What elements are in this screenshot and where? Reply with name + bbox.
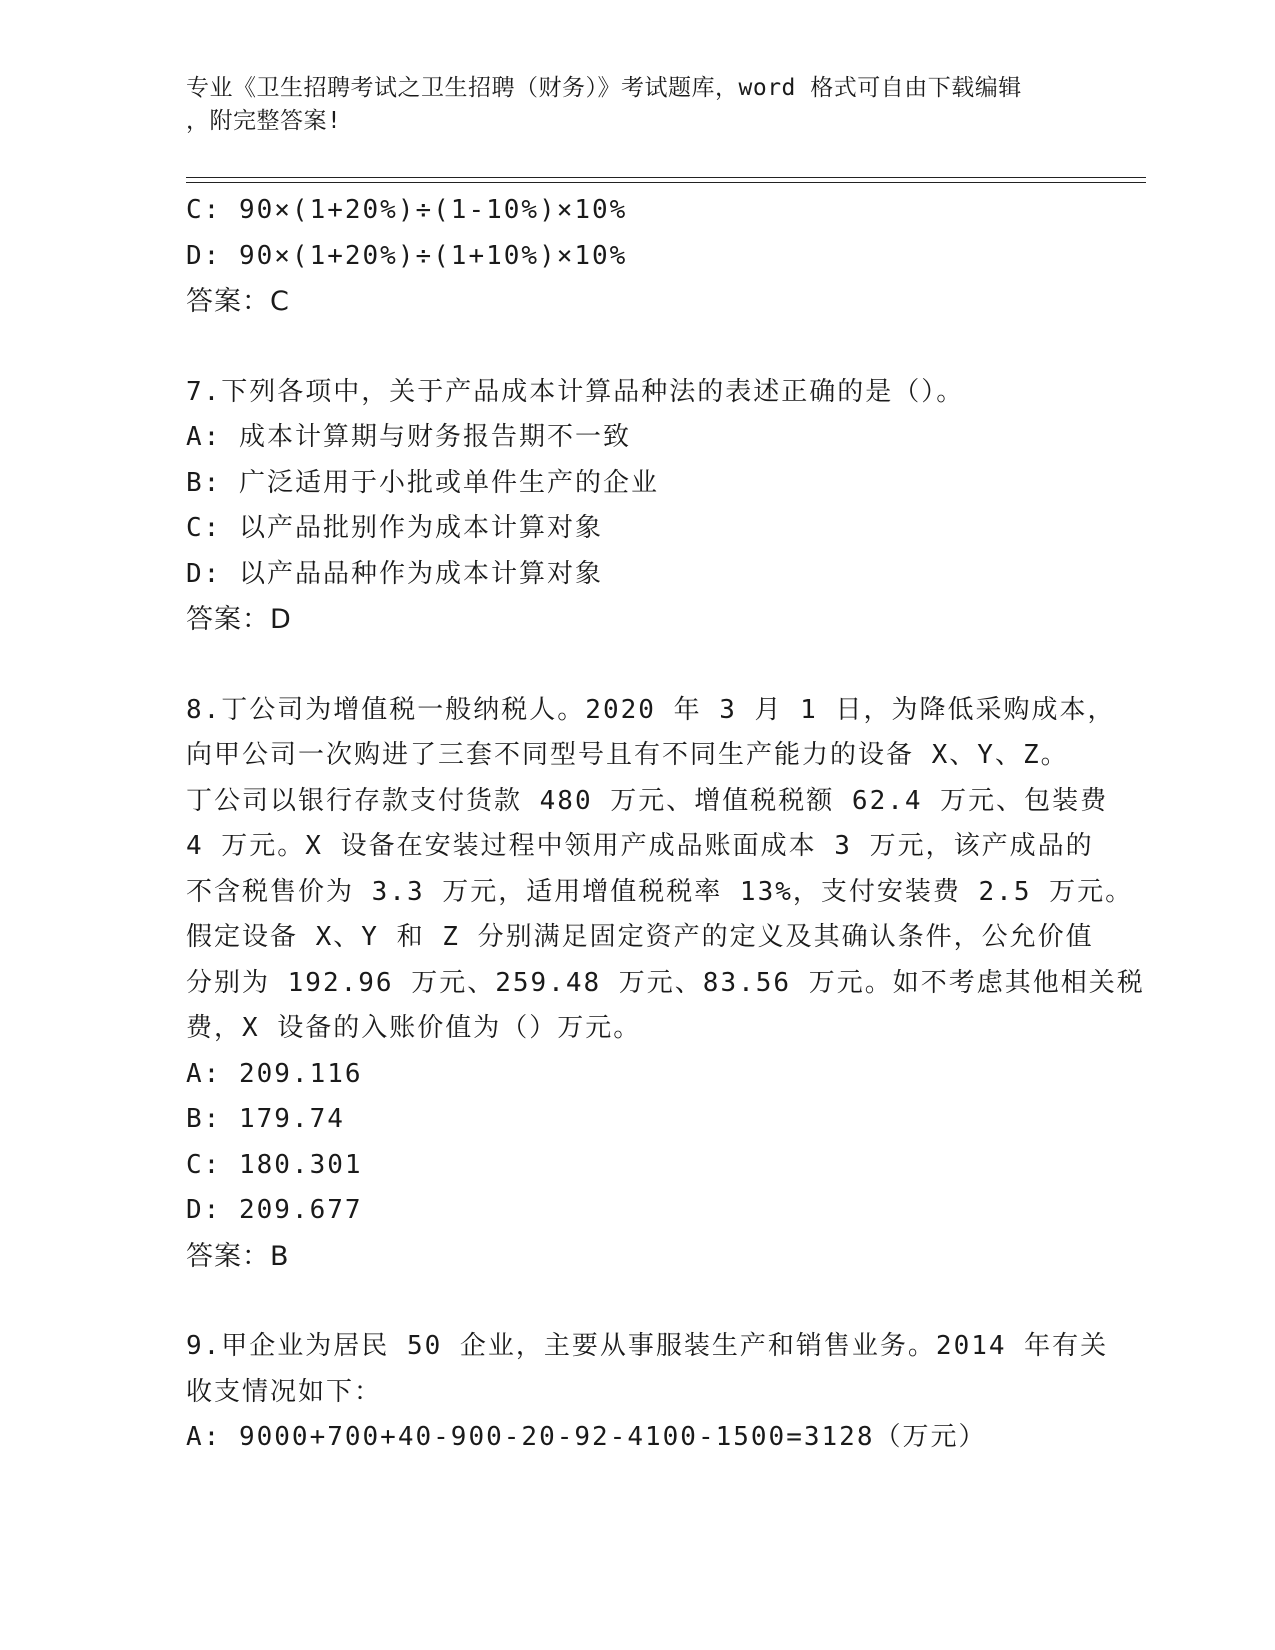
option-a: A: 成本计算期与财务报告期不一致 bbox=[186, 422, 631, 452]
question-stem-line: 向甲公司一次购进了三套不同型号且有不同生产能力的设备 X、Y、Z。 bbox=[186, 740, 1069, 770]
option-a: A: 9000+700+40-900-20-92-4100-1500=3128（万元） bbox=[186, 1422, 987, 1452]
question-stem-line: 9.甲企业为居民 50 企业，主要从事服装生产和销售业务。2014 年有关 bbox=[186, 1331, 1109, 1361]
option-c: C: 90×(1+20%)÷(1-10%)×10% bbox=[186, 195, 628, 225]
header-line-2: ，附完整答案! bbox=[186, 108, 342, 134]
spacer bbox=[186, 325, 1086, 370]
question-stem-line: 不含税售价为 3.3 万元，适用增值税税率 13%，支付安装费 2.5 万元。 bbox=[186, 876, 1134, 907]
question-stem-line: 假定设备 X、Y 和 Z 分别满足固定资产的定义及其确认条件，公允价值 bbox=[186, 922, 1094, 952]
option-a: A: 209.116 bbox=[186, 1058, 363, 1089]
question-9 bbox=[186, 1324, 1109, 1461]
question-stem: 7.下列各项中，关于产品成本计算品种法的表述正确的是（）。 bbox=[186, 376, 965, 407]
question-stem-line: 分别为 192.96 万元、259.48 万元、83.56 万元。如不考虑其他相关税 bbox=[186, 967, 1145, 998]
answer: 答案：D bbox=[186, 604, 292, 635]
spacer bbox=[186, 1279, 1086, 1324]
header-line-1: 专业《卫生招聘考试之卫生招聘（财务）》考试题库，word 格式可自由下载编辑 bbox=[186, 75, 1022, 101]
spacer bbox=[186, 643, 1086, 688]
option-b: B: 广泛适用于小批或单件生产的企业 bbox=[186, 467, 659, 498]
header-divider-top bbox=[186, 177, 1146, 178]
question-stem-line: 丁公司以银行存款支付货款 480 万元、增值税税额 62.4 万元、包装费 bbox=[186, 785, 1109, 816]
question-7 bbox=[186, 370, 1086, 643]
option-d: D: 以产品品种作为成本计算对象 bbox=[186, 558, 603, 589]
question-6-remainder bbox=[186, 188, 1086, 325]
question-stem-line: 4 万元。X 设备在安装过程中领用产成品账面成本 3 万元，该产成品的 bbox=[186, 831, 1094, 861]
question-stem-line: 8.丁公司为增值税一般纳税人。2020 年 3 月 1 日，为降低采购成本， bbox=[186, 694, 1116, 725]
question-content bbox=[186, 188, 1145, 1461]
header-divider-bottom bbox=[186, 182, 1146, 183]
option-c: C: 180.301 bbox=[186, 1149, 363, 1180]
option-b: B: 179.74 bbox=[186, 1104, 345, 1134]
document-header bbox=[186, 72, 1066, 138]
option-c: C: 以产品批别作为成本计算对象 bbox=[186, 513, 603, 543]
answer: 答案：B bbox=[186, 1240, 290, 1272]
question-stem-line: 费，X 设备的入账价值为（）万元。 bbox=[186, 1013, 642, 1043]
answer: 答案：C bbox=[186, 286, 290, 317]
option-d: D: 209.677 bbox=[186, 1195, 363, 1225]
option-d: D: 90×(1+20%)÷(1+10%)×10% bbox=[186, 240, 628, 271]
question-8 bbox=[186, 688, 1145, 1280]
question-stem-line: 收支情况如下： bbox=[186, 1376, 383, 1407]
